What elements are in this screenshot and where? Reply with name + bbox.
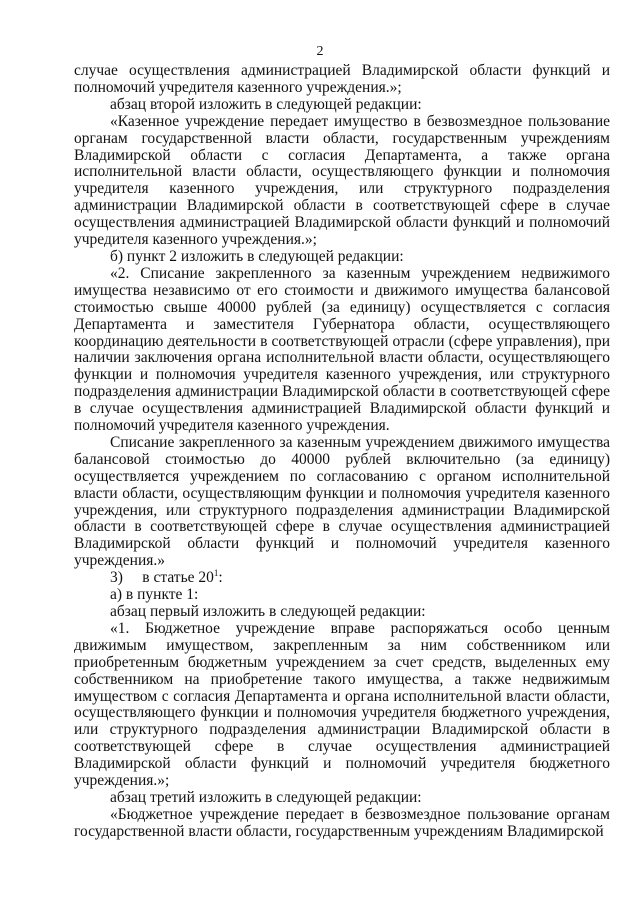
paragraph-quote: Списание закрепленного за казенным учреждением движимого имущества балансовой стоимостью до 40000 рублей включительно (за единицу) осуществляется учреждением по согласованию с органом исполнительной власти области, осуществляющим функции и полномочия учредителя казенного учреждения, или структурного подразделения администрации Владимирской области в соответствующей сфере в случае осуществления администрацией Владимирской области функций и полномочий учредителя казенного учреждения.» xyxy=(74,433,610,570)
page-number: 2 xyxy=(316,44,324,59)
paragraph-quote: «Бюджетное учреждение передает в безвозмездное пользование органам государственной власти области, государственным учреждениям Владимирской xyxy=(74,805,610,840)
paragraph-instruction: а) в пункте 1: xyxy=(110,586,199,604)
document-body xyxy=(74,63,610,841)
paragraph-instruction: б) пункт 2 изложить в следующей редакции: xyxy=(110,247,404,265)
paragraph-instruction: абзац третий изложить в следующей редакции: xyxy=(110,788,422,806)
article-number: 3) xyxy=(110,569,123,587)
article-text: в статье 20 xyxy=(142,569,214,587)
article-suffix: : xyxy=(218,569,223,587)
paragraph-instruction: абзац первый изложить в следующей редакции: xyxy=(110,603,426,620)
paragraph-quote: «Казенное учреждение передает имущество в безвозмездное пользование органам государственной власти области, государственным учреждениям Владимирской области с согласия Департамента, а также органа исполнительной власти области, осуществляющего функции и полномочия учредителя казенного учреждения, или структурного подразделения администрации Владимирской области в соответствующей сфере в случае осуществления администрацией Владимирской области функций и полномочий учредителя казенного учреждения.»; xyxy=(74,112,610,249)
paragraph-instruction: абзац второй изложить в следующей редакции: xyxy=(110,95,422,113)
article-superscript: 1 xyxy=(213,568,219,579)
paragraph-quote: «2. Списание закрепленного за казенным учреждением недвижимого имущества независимо от его стоимости и движимого имущества балансовой стоимостью свыше 40000 рублей (за единицу) осуществляется с согласия Департамента и заместителя Губернатора области, осуществляющего координацию деятельности в соответствующей отрасли (сфере управления), при наличии заключения органа исполнительной власти области, осуществляющего функции и полномочия учредителя казенного учреждения, или структурного подразделения администрации Владимирской области в соответствующей сфере в случае осуществления администрацией Владимирской области функций и полномочий учредителя казенного учреждения. xyxy=(74,264,610,435)
paragraph-quote: «1. Бюджетное учреждение вправе распоряжаться особо ценным движимым имуществом, закрепленным за ним собственником или приобретенным бюджетным учреждением за счет средств, выделенных ему собственником на приобретение такого имущества, а также недвижимым имуществом с согласия Департамента и органа исполнительной власти области, осуществляющего функции и полномочия учредителя бюджетного учреждения, или структурного подразделения администрации Владимирской области в соответствующей сфере в случае осуществления администрацией Владимирской области функций и полномочий учредителя бюджетного учреждения.»; xyxy=(74,619,610,790)
article-heading xyxy=(74,570,610,587)
paragraph-continuation: случае осуществления администрацией Владимирской области функций и полномочий учредителя казенного учреждения.»; xyxy=(74,62,610,96)
